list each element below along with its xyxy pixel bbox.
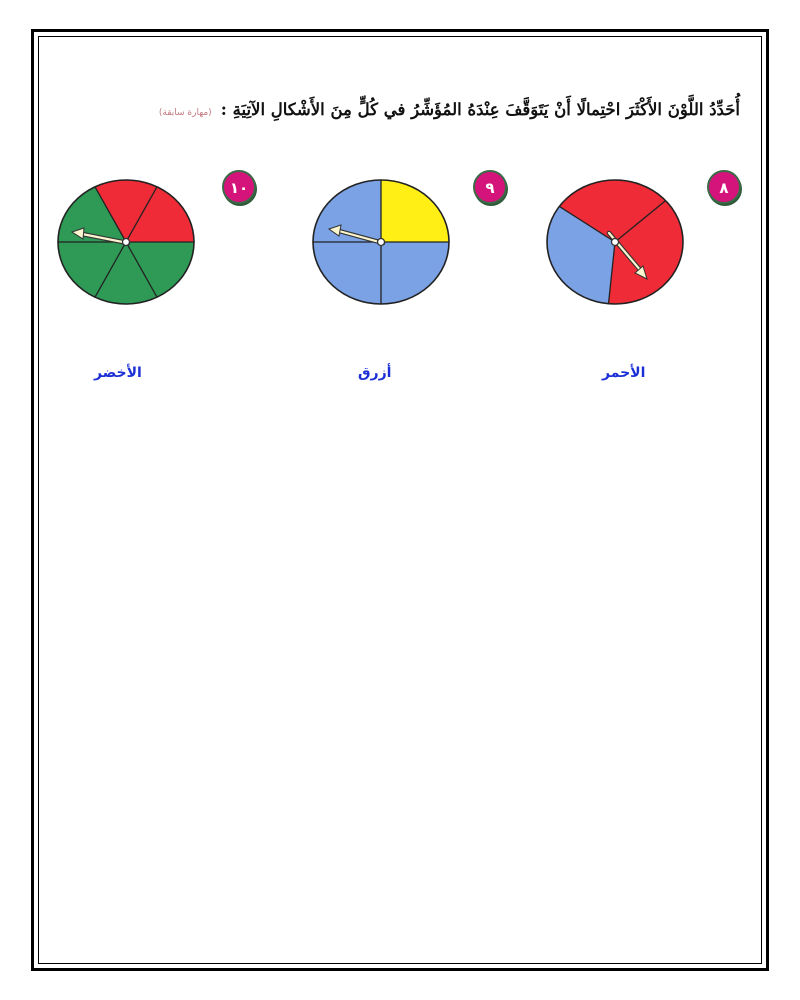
question-number-badge: ٨ (707, 170, 741, 204)
question-number-badge: ١٠ (222, 170, 256, 204)
spinner-green-red (56, 176, 198, 308)
answer-label: أزرق (358, 365, 392, 381)
instruction-note: (مهارة سابقة) (158, 108, 212, 118)
instruction-title: أُحَدِّدُ اللَّوْنَ الأَكْثَرَ احْتِمالًا أَنْ يَتَوَقَّفَ عِنْدَهُ المُؤَشِّرُ في كُلٍّ مِنَ الأَشْكالِ الآتِيَةِ : (220, 100, 740, 119)
question-number-badge: ٩ (473, 170, 507, 204)
spinner-red-blue (544, 176, 688, 308)
answer-label: الأخضر (94, 365, 142, 381)
spinner-yellow-region (381, 180, 449, 242)
instruction-row (90, 100, 740, 134)
answer-label: الأحمر (602, 365, 646, 381)
spinner-blue-yellow (311, 176, 453, 308)
